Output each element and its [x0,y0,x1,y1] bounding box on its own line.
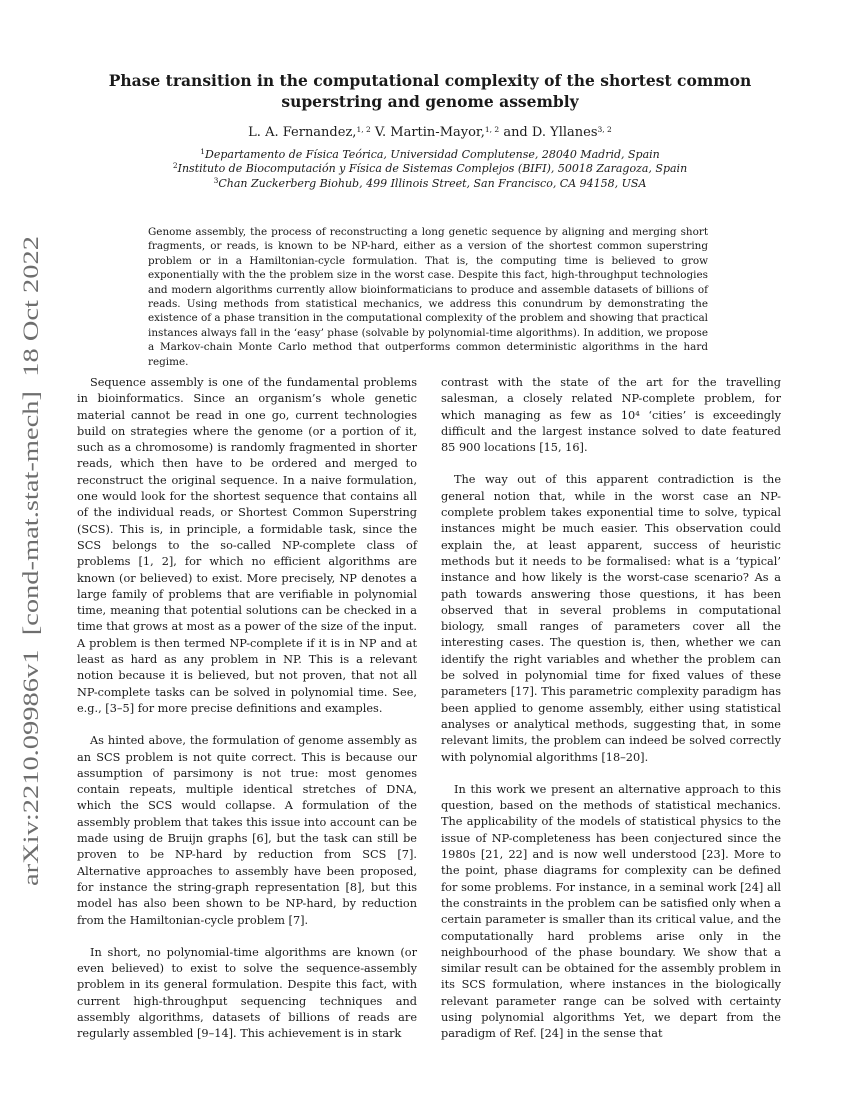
author-affiliation-marker: 3, 2 [597,125,612,134]
affiliation-list [70,148,790,191]
body-paragraph: In short, no polynomial-time algorithms are known (or even believed) to exist to solve the sequence-assembly problem in its general formulation. Despite this fact, with current high-throughput sequencing techniques and assembly algorithms, datasets of billions of reads are regularly assembled [9–14]. This achievement is in stark [77,945,417,1041]
affiliation-text: Instituto de Biocomputación y Física de Sistemas Complejos (BIFI), 50018 Zaragoza, Spain [177,162,688,176]
affiliation-number: 3 [213,175,219,185]
arxiv-identifier-sidebar [6,232,50,892]
affiliation-text: Chan Zuckerberg Biohub, 499 Illinois Street, San Francisco, CA 94158, USA [218,176,647,190]
affiliation [70,177,790,191]
affiliation [70,162,790,176]
body-paragraph: As hinted above, the formulation of genome assembly as an SCS problem is not quite correct. This is because our assumption of parsimony is not true: most genomes contain repeats, multiple identical stretches of DNA, which the SCS would collapse. A formulation of the assembly problem that takes this issue into account can be made using de Bruijn graphs [6], but the task can still be proven to be NP-hard by reduction from SCS [7]. Alternative approaches to assembly have been proposed, for instance the string-graph representation [8], but this model has also been shown to be NP-hard, by reduction from the Hamiltonian-cycle problem [7]. [77,734,417,927]
affiliation-number: 2 [172,161,178,171]
author-affiliation-marker: 1, 2 [484,125,500,134]
paper-title: Phase transition in the computational complexity of the shortest common superstring and genome assembly [108,71,752,111]
author-name: L. A. Fernandez, [248,125,357,140]
body-column-right [441,375,781,1059]
body-paragraph: In this work we present an alternative approach to this question, based on the methods of statistical mechanics. The applicability of the models of statistical physics to the issue of NP-completeness has been conjectured since the 1980s [21, 22] and is now well understood [23]. More to the point, phase diagrams for complexity can be defined for some problems. For instance, in a seminal work [24] all the constraints in the problem can be satisfied only when a certain parameter is smaller than its critical value, and the computationally hard problems arise only in the neighbourhood of the phase boundary. We show that a similar result can be obtained for the assembly problem in its SCS formulation, where instances in the biologically relevant parameter range can be solved with certainty using polynomial algorithms Yet, we depart from the paradigm of Ref. [24] in the sense that [441,782,781,1041]
body-paragraph-continued: contrast with the state of the art for the travelling salesman, a closely related NP-complete problem, for which managing as few as 10⁴ ‘cities’ is exceedingly difficult and the largest instance solved to date featured 85 900 locations [15, 16]. [441,376,781,455]
body-paragraph: Sequence assembly is one of the fundamental problems in bioinformatics. Since an organism’s whole genetic material cannot be read in one go, current technologies build on strategies where the genome (or a portion of it, such as a chromosome) is randomly fragmented in shorter reads, which then have to be ordered and merged to reconstruct the original sequence. In a naive formulation, one would look for the shortest sequence that contains all of the individual reads, or Shortest Common Superstring (SCS). This is, in principle, a formidable task, since the SCS belongs to the so-called NP-complete class of problems [1, 2], for which no efficient algorithms are known (or believed) to exist. More precisely, NP denotes a large family of problems that are verifiable in polynomial time, meaning that potential solutions can be checked in a time that grows at most as a power of the size of the input. A problem is then termed NP-complete if it is in NP and at least as hard as any problem in NP. This is a relevant notion because it is believed, but not proven, that not all NP-complete tasks can be solved in polynomial time. See, e.g., [3–5] for more precise definitions and examples. [77,376,417,715]
body-paragraph: The way out of this apparent contradiction is the general notion that, while in the worst case an NP-complete problem takes exponential time to solve, typical instances might be much easier. This observation could explain the, at least apparent, success of heuristic methods but it needs to be formalised: what is a ‘typical’ instance and how likely is the worst-case scenario? As a path towards answering those questions, it has been observed that in several problems in computational biology, small ranges of parameters cover all the interesting cases. The question is, then, whether we can identify the right variables and whether the problem can be solved in polynomial time for fixed values of these parameters [17]. This parametric complexity paradigm has been applied to genome assembly, either using statistical analyses or analytical methods, suggesting that, in some relevant limits, the problem can indeed be solved correctly with polynomial algorithms [18–20]. [441,473,781,764]
author-name: and D. Yllanes [503,125,598,140]
author-name: V. Martin-Mayor, [374,125,485,140]
abstract: Genome assembly, the process of reconstructing a long genetic sequence by aligning and merging short fragments, or reads, is known to be NP-hard, either as a version of the shortest common superstring problem or in a Hamiltonian-cycle formulation. That is, the computing time is believed to grow exponentially with the the problem size in the worst case. Despite this fact, high-throughput technologies and modern algorithms currently allow bioinformaticians to produce and assemble datasets of billions of reads. Using methods from statistical mechanics, we address this conundrum by demonstrating the existence of a phase transition in the computational complexity of the problem and showing that practical instances always fall in the ‘easy’ phase (solvable by polynomial-time algorithms). In addition, we propose a Markov-chain Monte Carlo method that outperforms common deterministic algorithms in the hard regime. [148,226,708,368]
affiliation-text: Departamento de Física Teórica, Universidad Complutense, 28040 Madrid, Spain [205,148,660,161]
arxiv-identifier-text: arXiv:2210.09986v1 [cond-mat.stat-mech] 18 Oct 2022 [18,374,43,886]
author-affiliation-marker: 1, 2 [356,125,371,134]
affiliation-number: 1 [200,147,206,156]
body-column-left [77,375,417,1059]
author-list [70,124,790,141]
affiliation [70,148,790,162]
